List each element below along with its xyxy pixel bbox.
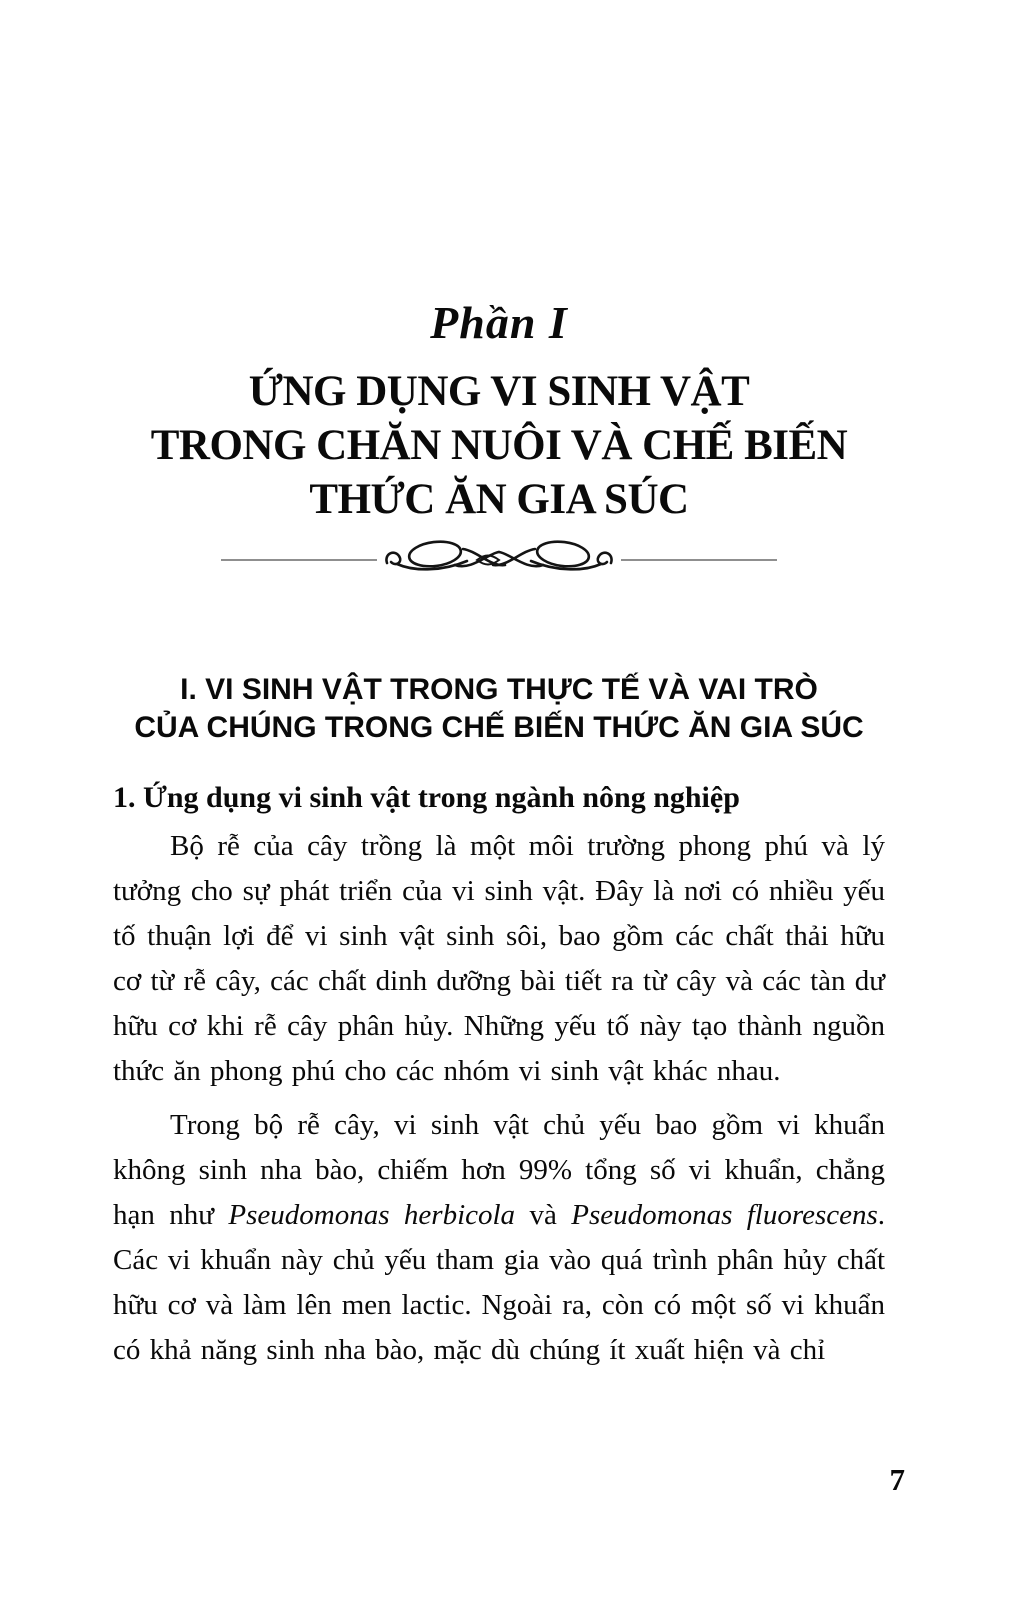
section-heading-line-1: I. VI SINH VẬT TRONG THỰC TẾ VÀ VAI TRÒ	[180, 673, 818, 706]
subsection-heading: 1. Ứng dụng vi sinh vật trong ngành nông nghiệp	[113, 781, 740, 814]
section-heading	[113, 671, 885, 747]
book-title	[113, 365, 885, 527]
book-title-line-1: ỨNG DỤNG VI SINH VẬT	[248, 368, 750, 415]
body-paragraph-1: Bộ rễ của cây trồng là một môi trường phong phú và lý tưởng cho sự phát triển của vi sinh vật. Đây là nơi có nhiều yếu tố thuận lợi để vi sinh vật sinh sôi, bao gồm các chất thải hữu cơ từ rễ cây, các chất dinh dưỡng bài tiết ra từ cây và các tàn dư hữu cơ khi rễ cây phân hủy. Những yếu tố này tạo thành nguồn thức ăn phong phú cho các nhóm vi sinh vật khác nhau.	[113, 830, 885, 1087]
section-heading-line-2: CỦA CHÚNG TRONG CHẾ BIẾN THỨC ĂN GIA SÚC	[134, 711, 864, 744]
page-number: 7	[889, 1462, 905, 1497]
book-title-line-2: TRONG CHĂN NUÔI VÀ CHẾ BIẾN	[150, 422, 848, 469]
part-label: Phần I	[430, 297, 568, 348]
flourish-ornament-icon	[113, 537, 885, 583]
book-title-line-3: THỨC ĂN GIA SÚC	[309, 476, 689, 523]
body-paragraph-2: Trong bộ rễ cây, vi sinh vật chủ yếu bao gồm vi khuẩn không sinh nha bào, chiếm hơn 99% tổng số vi khuẩn, chẳng hạn như Pseudomonas herbicola và Pseudomonas fluorescens. Các vi khuẩn này chủ yếu tham gia vào quá trình phân hủy chất hữu cơ và làm lên men lactic. Ngoài ra, còn có một số vi khuẩn có khả năng sinh nha bào, mặc dù chúng ít xuất hiện và chỉ	[113, 1109, 886, 1366]
text-column	[113, 0, 885, 1373]
